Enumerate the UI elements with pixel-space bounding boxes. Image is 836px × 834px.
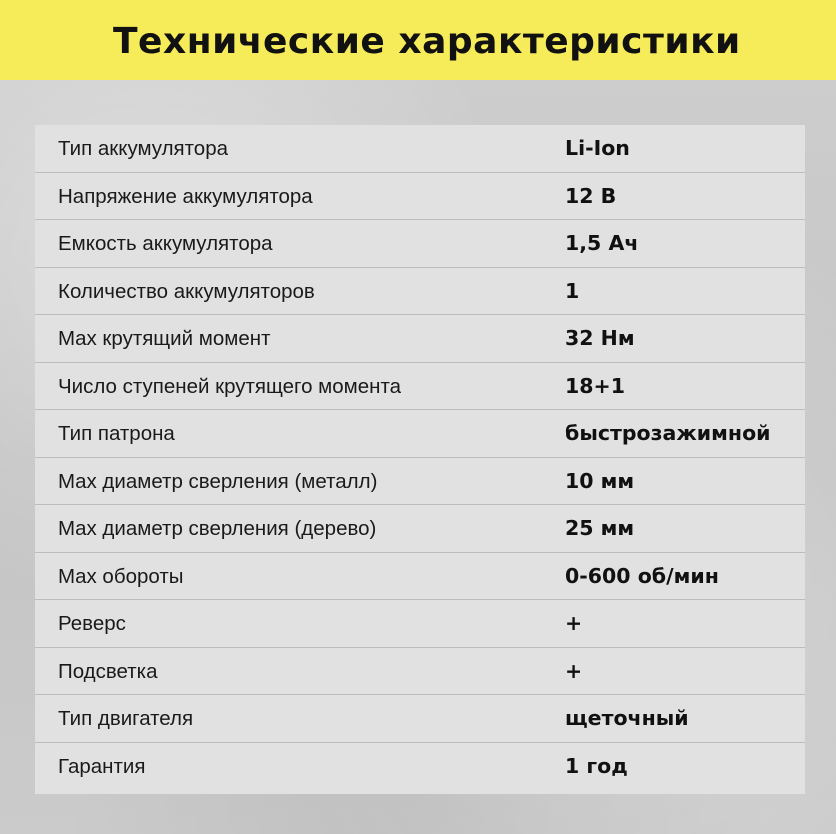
table-row [35,125,805,173]
spec-value: 1,5 Ач [565,231,639,255]
spec-value: щеточный [565,706,689,730]
spec-value: 1 год [565,753,628,778]
spec-value: 1 [565,278,580,303]
spec-param: Подсветка [58,659,158,683]
table-row [35,648,805,696]
spec-param: Тип патрона [58,422,175,445]
table-row [35,695,805,743]
spec-param: Тип аккумулятора [58,137,229,160]
spec-param: Тип двигателя [58,707,194,730]
table-row [35,410,805,458]
specs-table [35,125,805,794]
spec-value: 12 В [565,183,617,208]
spec-param: Емкость аккумулятора [58,232,273,255]
spec-value: Li-Ion [565,136,630,160]
spec-param: Max обороты [58,564,184,588]
table-row [35,363,805,411]
table-row [35,220,805,268]
table-row [35,315,805,363]
spec-value: 10 мм [565,468,635,493]
spec-param: Гарантия [58,754,146,778]
table-row [35,268,805,316]
title-banner [0,0,836,80]
spec-param: Число ступеней крутящего момента [58,374,402,398]
table-row [35,743,805,791]
spec-value: + [565,611,583,635]
spec-value: быстрозажимной [565,421,771,445]
table-row [35,505,805,553]
spec-param: Реверс [58,612,126,635]
spec-value: 25 мм [565,516,635,540]
table-row [35,600,805,648]
spec-param: Количество аккумуляторов [58,279,315,303]
spec-param: Max крутящий момент [58,327,271,350]
spec-value: + [565,658,583,683]
spec-param: Напряжение аккумулятора [58,184,313,208]
spec-value: 0-600 об/мин [565,563,719,588]
table-row [35,458,805,506]
spec-value: 32 Нм [565,326,635,350]
spec-param: Max диаметр сверления (металл) [58,469,378,493]
spec-param: Max диаметр сверления (дерево) [58,517,377,540]
spec-value: 18+1 [565,373,625,398]
table-row [35,553,805,601]
page-title: Технические характеристики [113,21,741,62]
table-row [35,173,805,221]
